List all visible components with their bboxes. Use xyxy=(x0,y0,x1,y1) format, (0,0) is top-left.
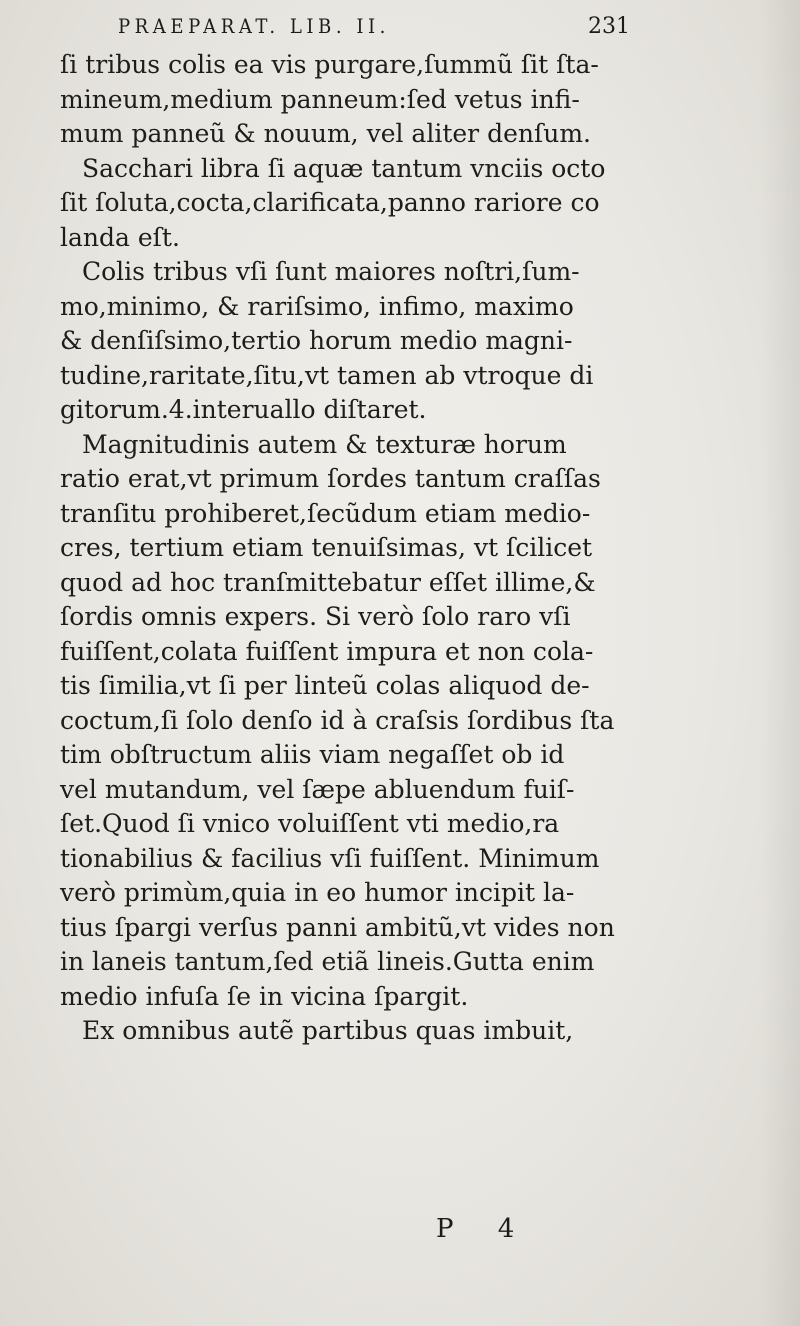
text-line: ſet.Quod ſi vnico voluiſſent vti medio,ra xyxy=(60,809,560,838)
text-line: in laneis tantum,ſed etiã lineis.Gutta enim xyxy=(60,947,595,976)
text-line: tius ſpargi verſus panni ambitũ,vt vides non xyxy=(60,912,615,942)
text-line: landa eſt. xyxy=(60,222,180,252)
text-line: mo,minimo, & rariſsimo, infimo, maximo xyxy=(60,291,574,321)
text-line: verò primùm,quia in eo humor incipit la- xyxy=(60,878,575,907)
page-edge-shadow xyxy=(760,0,800,1326)
text-line: gitorum.4.interuallo diſtaret. xyxy=(60,395,427,424)
text-line: coctum,ſi ſolo denſo id à craſsis ſordibus ſta xyxy=(60,705,615,735)
text-line: Magnitudinis autem & texturæ horum xyxy=(82,429,567,459)
text-line: Colis tribus vſi ſunt maiores noſtri,ſum- xyxy=(82,257,580,286)
text-line: quod ad hoc tranſmittebatur eſſet illime,& xyxy=(60,567,596,597)
text-line: & denſiſsimo,tertio horum medio magni- xyxy=(60,326,573,355)
text-line: cres, tertium etiam tenuiſsimas, vt ſcilicet xyxy=(60,533,593,562)
text-line: tis ſimilia,vt ſi per linteũ colas aliquod de- xyxy=(60,671,590,700)
signature-mark: P 4 xyxy=(436,1214,533,1244)
text-line: tim obſtructum aliis viam negaſſet ob id xyxy=(60,740,565,769)
text-line: vel mutandum, vel ſæpe abluendum fuiſ- xyxy=(60,774,575,804)
text-block xyxy=(60,48,640,1049)
text-line: mineum,medium panneum:ſed vetus infi- xyxy=(60,84,580,114)
text-line: ſit ſoluta,cocta,clarificata,panno rariore co xyxy=(60,188,600,217)
text-line: tionabilius & facilius vſi fuiſſent. Minimum xyxy=(60,843,600,873)
text-line: tudine,raritate,ſitu,vt tamen ab vtroque di xyxy=(60,360,594,390)
page-number: 231 xyxy=(588,14,630,39)
text-line: ſordis omnis expers. Si verò ſolo raro vſi xyxy=(60,602,571,631)
text-line: Ex omnibus autẽ partibus quas imbuit, xyxy=(82,1016,574,1045)
running-head: PRAEPARAT. LIB. II. xyxy=(118,14,390,38)
text-line: fuiſſent,colata fuiſſent impura et non cola- xyxy=(60,636,594,666)
text-line: mum panneũ & nouum, vel aliter denſum. xyxy=(60,119,591,148)
text-line: ratio erat,vt primum ſordes tantum craſſas xyxy=(60,464,601,493)
text-line: ſi tribus colis ea vis purgare,ſummũ ſit ſta- xyxy=(60,50,599,79)
text-line: tranſitu prohiberet,ſecũdum etiam medio- xyxy=(60,498,591,528)
text-line: medio infuſa ſe in vicina ſpargit. xyxy=(60,981,469,1011)
text-line: Sacchari libra ſi aquæ tantum vnciis octo xyxy=(82,153,606,183)
